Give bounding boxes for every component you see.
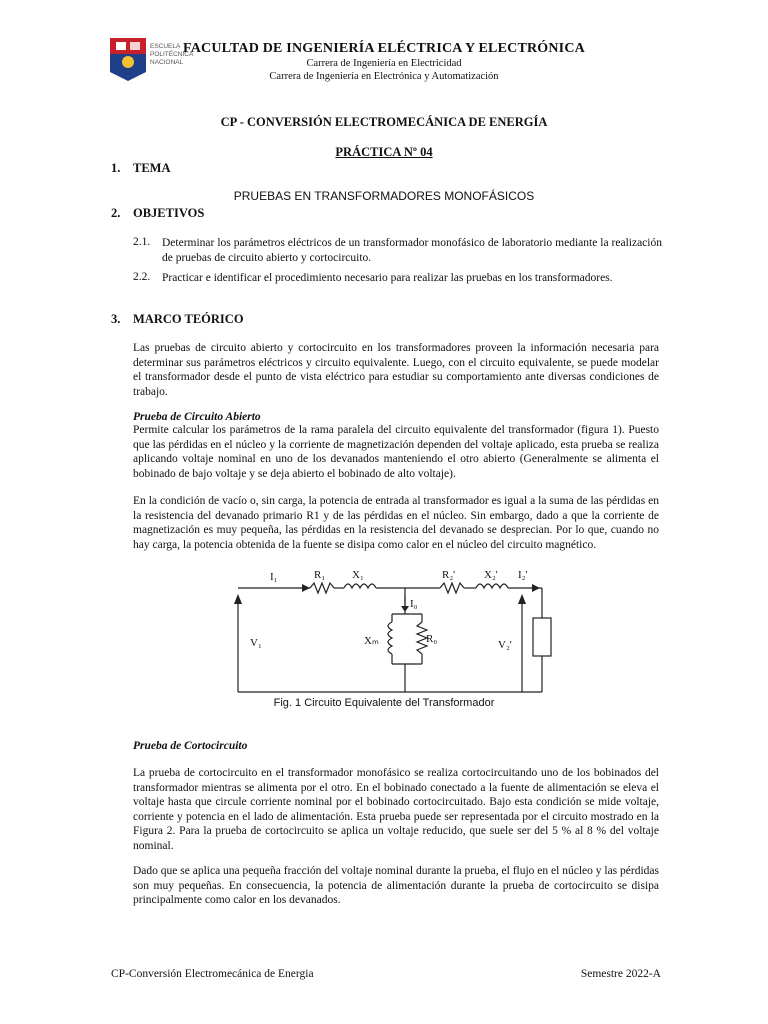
equivalent-circuit-diagram [230,562,560,694]
open-circuit-heading: Prueba de Circuito Abierto [133,411,261,423]
label-x1: X₁ [352,569,364,581]
logo-text-line: POLITÉCNICA [150,51,194,58]
career-line-2: Carrera de Ingeniería en Electrónica y Automatización [269,71,499,82]
section-number: 1. [111,161,121,175]
label-r2: R₂' [442,569,456,581]
objective-number: 2.2. [133,271,151,283]
short-circuit-paragraph-2: Dado que se aplica una pequeña fracción del voltaje nominal durante la prueba, el flujo en el núcleo y las pérdidas son muy pequeñas. En consecuencia, la potencia de alimentación durante la prueba de cortocircuito se disipa principalmente como calor en los devanados. [133,865,659,906]
section-title-tema: TEMA [133,161,171,175]
logo-text-line: ESCUELA [150,43,181,50]
label-x2: X₂' [484,569,498,581]
faculty-title: FACULTAD DE INGENIERÍA ELÉCTRICA Y ELECTRÓNICA [183,41,585,56]
section-number: 2. [111,206,121,220]
logo-text-line: NACIONAL [150,59,184,66]
footer-course: CP-Conversión Electromecánica de Energia [111,968,314,980]
label-r0: R₀ [426,633,438,645]
label-xm: Xₘ [364,635,379,647]
practice-title: PRÁCTICA Nº 04 [335,145,433,159]
short-circuit-heading: Prueba de Cortocircuito [133,740,248,752]
section-title-objetivos: OBJETIVOS [133,206,205,220]
label-i2: I₂' [518,569,528,581]
short-circuit-paragraph-1: La prueba de cortocircuito en el transformador monofásico se realiza cortocircuitando uno de los bobinados del transformador mientras se alimenta por el otro. En el bobinado conectado a la fuente de alimentación se eleva el voltaje hasta que circule corriente nominal por el bobinado cortocircuitado. Bajo esta condición se mide voltaje, corriente y potencia en el lado de alimentación. Esta prueba puede ser representada por el circuito mostrado en la Figura 2. Para la prueba de cortocircuito se aplica un voltaje reducido, que suele ser del 5 % al 8 % del voltaje nominal. [133,767,659,852]
label-v1: V₁ [250,637,262,649]
figure-caption: Fig. 1 Circuito Equivalente del Transformador [273,697,495,709]
intro-paragraph: Las pruebas de circuito abierto y cortocircuito en los transformadores proveen la información necesaria para determinar sus parámetros eléctricos y circuito equivalente. Luego, con el circuito equivalente, se puede modelar el transformador desde el punto de vista eléctrico para estudiar su comportamiento ante diversas condiciones de trabajo. [133,342,659,398]
objective-text: Practicar e identificar el procedimiento necesario para realizar las pruebas en los transformadores. [162,272,613,284]
open-circuit-paragraph-1: Permite calcular los parámetros de la rama paralela del circuito equivalente del transformador (figura 1). Puesto que las pérdidas en el núcleo y la corriente de magnetización dependen del voltaje aplicado, esta prueba se realiza aplicando voltaje nominal en uno de los devanados manteniendo el otro abierto (Generalmente se alimenta el bobinado de bajo voltaje y se deja abierto el bobinado de alto voltaje). [133,424,659,480]
career-line-1: Carrera de Ingeniería en Electricidad [306,58,462,69]
label-r1: R₁ [314,569,326,581]
course-title: CP - CONVERSIÓN ELECTROMECÁNICA DE ENERGÍA [220,115,548,129]
footer-semester: Semestre 2022-A [580,968,661,980]
label-i0: I₀ [410,598,418,610]
open-circuit-paragraph-2: En la condición de vacío o, sin carga, la potencia de entrada al transformador es igual a la suma de las pérdidas en la resistencia del devanado primario R1 y de las pérdidas en el núcleo. Sin embargo, dado a que la corriente de magnetización es muy pequeña, las pérdidas en la resistencia del devanado se desprecian. Por lo que, cuando no hay carga, la potencia obtenida de la fuente se disipa como calor en el núcleo del circuito magnético. [133,495,659,551]
section-title-marco: MARCO TEÓRICO [133,312,244,326]
objective-number: 2.1. [133,236,151,248]
label-i1: I₁ [270,571,278,583]
topic-subtitle: PRUEBAS EN TRANSFORMADORES MONOFÁSICOS [233,189,535,203]
objective-text: Determinar los parámetros eléctricos de un transformador monofásico de laboratorio mediante la realización de pruebas de circuito abierto y cortocircuito. [162,237,662,264]
label-v2: V₂' [498,639,512,651]
section-number: 3. [111,312,121,326]
